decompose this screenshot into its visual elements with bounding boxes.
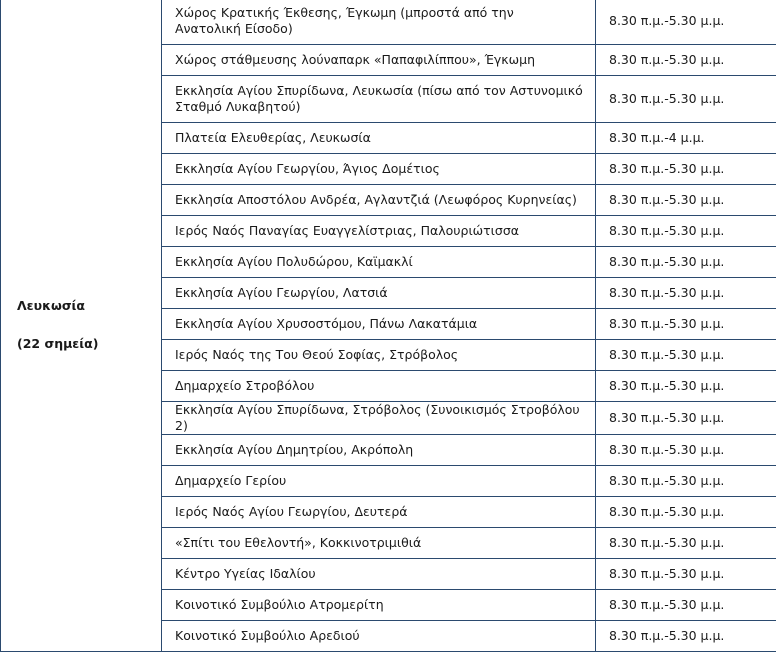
opening-hours: 8.30 π.μ.-5.30 μ.μ. <box>596 76 776 123</box>
opening-hours: 8.30 π.μ.-5.30 μ.μ. <box>596 185 776 216</box>
opening-hours: 8.30 π.μ.-5.30 μ.μ. <box>596 371 776 402</box>
location-name: Κέντρο Υγείας Ιδαλίου <box>162 559 596 590</box>
opening-hours: 8.30 π.μ.-5.30 μ.μ. <box>596 559 776 590</box>
location-name: Εκκλησία Αγίου Σπυρίδωνα, Λευκωσία (πίσω από τον Αστυνομικό Σταθμό Λυκαβητού) <box>162 76 596 123</box>
location-name: «Σπίτι του Εθελοντή», Κοκκινοτριμιθιά <box>162 528 596 559</box>
location-name: Ιερός Ναός Αγίου Γεωργίου, Δευτερά <box>162 497 596 528</box>
location-name: Χώρος Κρατικής Έκθεσης, Έγκωμη (μπροστά από την Ανατολική Είσοδο) <box>162 0 596 45</box>
location-name: Εκκλησία Αγίου Γεωργίου, Λατσιά <box>162 278 596 309</box>
opening-hours: 8.30 π.μ.-5.30 μ.μ. <box>596 528 776 559</box>
location-name: Εκκλησία Αγίου Σπυρίδωνα, Στρόβολος (Συνοικισμός Στροβόλου 2) <box>162 402 596 435</box>
opening-hours: 8.30 π.μ.-5.30 μ.μ. <box>596 247 776 278</box>
opening-hours: 8.30 π.μ.-5.30 μ.μ. <box>596 278 776 309</box>
opening-hours: 8.30 π.μ.-5.30 μ.μ. <box>596 466 776 497</box>
location-name: Εκκλησία Αγίου Γεωργίου, Άγιος Δομέτιος <box>162 154 596 185</box>
location-name: Χώρος στάθμευσης λούναπαρκ «Παπαφιλίππου», Έγκωμη <box>162 45 596 76</box>
opening-hours: 8.30 π.μ.-5.30 μ.μ. <box>596 340 776 371</box>
opening-hours: 8.30 π.μ.-5.30 μ.μ. <box>596 402 776 435</box>
region-name: Λευκωσία <box>17 297 86 313</box>
location-name: Κοινοτικό Συμβούλιο Ατρομερίτη <box>162 590 596 621</box>
location-name: Κοινοτικό Συμβούλιο Αρεδιού <box>162 621 596 652</box>
location-name: Δημαρχείο Στροβόλου <box>162 371 596 402</box>
opening-hours: 8.30 π.μ.-5.30 μ.μ. <box>596 435 776 466</box>
location-name: Πλατεία Ελευθερίας, Λευκωσία <box>162 123 596 154</box>
opening-hours: 8.30 π.μ.-5.30 μ.μ. <box>596 309 776 340</box>
locations-table-body <box>1 0 776 652</box>
opening-hours: 8.30 π.μ.-5.30 μ.μ. <box>596 216 776 247</box>
opening-hours: 8.30 π.μ.-5.30 μ.μ. <box>596 621 776 652</box>
opening-hours: 8.30 π.μ.-4 μ.μ. <box>596 123 776 154</box>
opening-hours: 8.30 π.μ.-5.30 μ.μ. <box>596 497 776 528</box>
region-count: (22 σημεία) <box>17 335 99 351</box>
opening-hours: 8.30 π.μ.-5.30 μ.μ. <box>596 590 776 621</box>
region-cell <box>1 0 162 652</box>
location-name: Εκκλησία Αγίου Πολυδώρου, Καϊμακλί <box>162 247 596 278</box>
opening-hours: 8.30 π.μ.-5.30 μ.μ. <box>596 154 776 185</box>
location-name: Εκκλησία Αποστόλου Ανδρέα, Αγλαντζιά (Λεωφόρος Κυρηνείας) <box>162 185 596 216</box>
table-row <box>1 0 776 45</box>
location-name: Εκκλησία Αγίου Χρυσοστόμου, Πάνω Λακατάμια <box>162 309 596 340</box>
opening-hours: 8.30 π.μ.-5.30 μ.μ. <box>596 0 776 45</box>
location-name: Εκκλησία Αγίου Δημητρίου, Ακρόπολη <box>162 435 596 466</box>
location-name: Δημαρχείο Γερίου <box>162 466 596 497</box>
opening-hours: 8.30 π.μ.-5.30 μ.μ. <box>596 45 776 76</box>
location-name: Ιερός Ναός της Του Θεού Σοφίας, Στρόβολος <box>162 340 596 371</box>
location-name: Ιερός Ναός Παναγίας Ευαγγελίστριας, Παλουριώτισσα <box>162 216 596 247</box>
